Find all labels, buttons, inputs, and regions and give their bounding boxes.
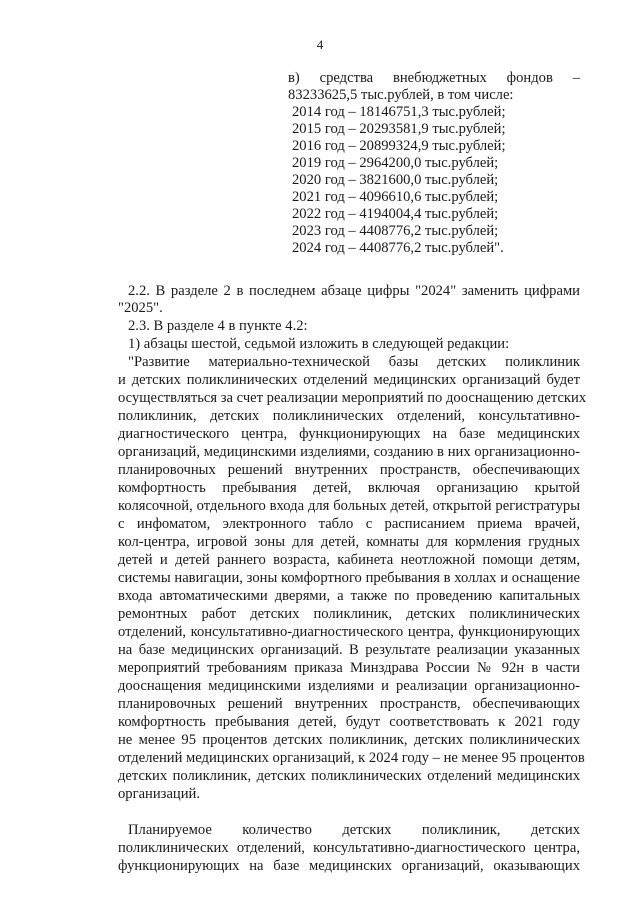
body-line: мероприятий требованиям приказа Минздрава России № 92н в части (118, 660, 580, 676)
finance-year-line: 2015 год – 20293581,9 тыс.рублей; (292, 121, 506, 137)
body-line: 2.2. В разделе 2 в последнем абзаце цифры "2024" заменить цифрами (128, 283, 580, 299)
body-line: с инфоматом, электронного табло с расписанием приема врачей, (118, 516, 580, 532)
finance-year-line: 2020 год – 3821600,0 тыс.рублей; (292, 172, 499, 188)
body-line: ремонтных работ детских поликлиник, детских поликлинических (118, 606, 580, 622)
body-line: 1) абзацы шестой, седьмой изложить в следующей редакции: (128, 336, 510, 352)
body-line: Планируемое количество детских поликлиник, детских (128, 822, 580, 838)
finance-year-line: 2016 год – 20899324,9 тыс.рублей; (292, 138, 506, 154)
finance-year-line: 2023 год – 4408776,2 тыс.рублей; (292, 223, 499, 239)
body-line: "Развитие материально-технической базы детских поликлиник (128, 354, 580, 370)
body-line: кол-центра, игровой зоны для детей, комнаты для кормления грудных (118, 534, 580, 550)
body-line: поликлинических отделений, консультативно-диагностического центра, (118, 840, 580, 856)
body-line: на базе медицинских организаций. В результате реализации указанных (118, 642, 580, 658)
body-line: "2025". (118, 300, 163, 316)
page-number: 4 (316, 37, 324, 52)
body-line: осуществляться за счет реализации мероприятий по дооснащению детских (118, 390, 587, 406)
body-line: колясочной, отдельного входа для больных детей, открытой регистратуры (118, 498, 580, 514)
finance-year-line: 2019 год – 2964200,0 тыс.рублей; (292, 155, 499, 171)
body-line: организаций. (118, 786, 200, 802)
finance-line-1: в) средства внебюджетных фондов – (288, 70, 580, 86)
body-line: комфортность пребывания детей, включая организацию крытой (118, 480, 580, 496)
body-line: комфортность пребывания детей, будут соответствовать к 2021 году (118, 714, 580, 730)
body-line: и детских поликлинических отделений медицинских организаций будет (118, 372, 580, 388)
finance-year-line: 2021 год – 4096610,6 тыс.рублей; (292, 189, 499, 205)
body-line: планировочных решений внутренних пространств, обеспечивающих (118, 696, 580, 712)
body-line: диагностического центра, функционирующих на базе медицинских (118, 426, 580, 442)
finance-line-2: 83233625,5 тыс.рублей, в том числе: (288, 87, 514, 103)
body-line: входа автоматическими дверями, а также по проведению капитальных (118, 588, 580, 604)
finance-year-line: 2024 год – 4408776,2 тыс.рублей". (292, 240, 504, 256)
body-line: не менее 95 процентов детских поликлиник, детских поликлинических (118, 732, 580, 748)
body-line: поликлиник, детских поликлинических отделений, консультативно- (118, 408, 580, 424)
finance-year-line: 2022 год – 4194004,4 тыс.рублей; (292, 206, 499, 222)
finance-year-line: 2014 год – 18146751,3 тыс.рублей; (292, 104, 506, 120)
body-line: системы навигации, зоны комфортного пребывания в холлах и оснащение (118, 570, 580, 586)
body-line: планировочных решений внутренних пространств, обеспечивающих (118, 462, 580, 478)
body-line: организаций, медицинскими изделиями, созданию в них организационно- (118, 444, 580, 460)
body-line: дооснащения медицинскими изделиями и реализации организационно- (118, 678, 580, 694)
body-line: детских поликлиник, детских поликлинических отделений медицинских (118, 768, 580, 784)
body-line: 2.3. В разделе 4 в пункте 4.2: (128, 318, 308, 334)
body-line: функционирующих на базе медицинских организаций, оказывающих (118, 858, 580, 874)
body-line: детей и детей раннего возраста, кабинета неотложной помощи детям, (118, 552, 580, 568)
body-line: отделений, консультативно-диагностического центра, функционирующих (118, 624, 580, 640)
body-line: отделений медицинских организаций, к 2024 году – не менее 95 процентов (118, 750, 585, 766)
